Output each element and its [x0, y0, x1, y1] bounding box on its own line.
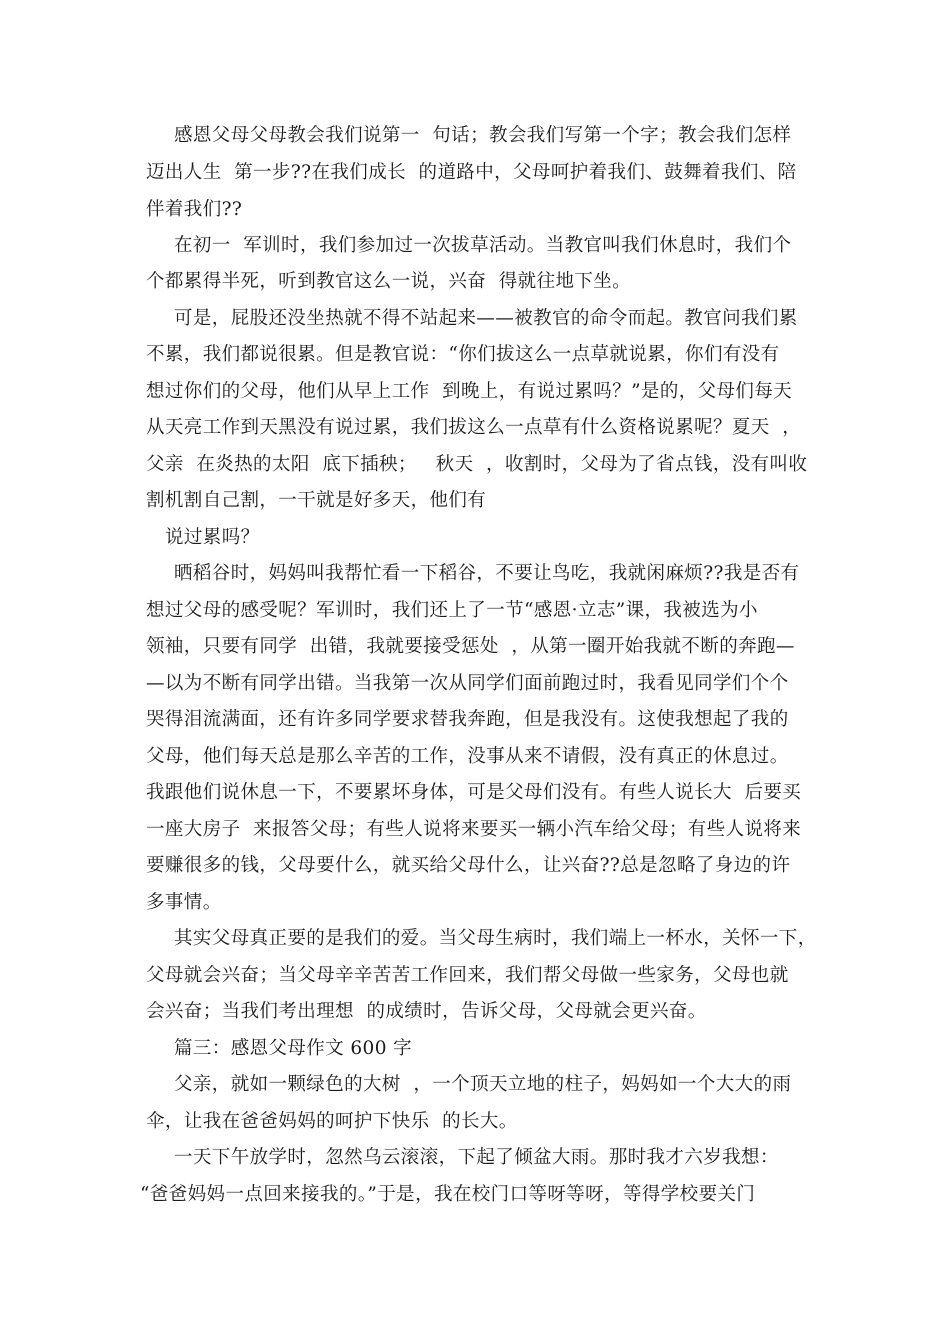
text-line: 晒稻谷时，妈妈叫我帮忙看一下稻谷，不要让鸟吃，我就闲麻烦??我是否有 — [174, 563, 800, 584]
text-line: 想过父母的感受呢？军训时，我们还上了一节“感恩·立志”课，我被选为小 — [146, 600, 758, 621]
text-line: 伞，让我在爸爸妈妈的呵护下快乐 的长大。 — [146, 1111, 518, 1132]
text-line: 父母，他们每天总是那么辛苦的工作，没事从来不请假，没有真正的休息过。 — [146, 746, 789, 767]
text-line: 领袖，只要有同学 出错，我就要接受惩处 ，从第一圈开始我就不断的奔跑— — [146, 636, 795, 657]
text-line: 想过你们的父母，他们从早上工作 到晚上，有说过累吗？”是的，父母们每天 — [146, 381, 793, 402]
text-line: 父亲 在炎热的太阳 底下插秧； 秋天 ，收割时，父母为了省点钱，没有叫收 — [146, 454, 808, 475]
text-line: 多事情。 — [146, 892, 222, 913]
text-line: 割机割自己割，一干就是好多天，他们有 — [146, 490, 487, 511]
text-line: 不累，我们都说很累。但是教官说：“你们拔这么一点草就说累，你们有没有 — [146, 344, 780, 365]
text-line: 会兴奋；当我们考出理想 的成绩时，告诉父母，父母就会更兴奋。 — [146, 1001, 707, 1022]
text-line: 哭得泪流满面，还有许多同学要求替我奔跑，但是我没有。这使我想起了我的 — [146, 709, 789, 730]
text-line: 其实父母真正要的是我们的爱。当父母生病时，我们端上一杯水，关怀一下， — [174, 928, 817, 949]
text-line: 感恩父母父母教会我们说第一 句话；教会我们写第一个字；教会我们怎样 — [174, 125, 792, 146]
text-line: 迈出人生 第一步??在我们成长 的道路中，父母呵护着我们、鼓舞着我们、陪 — [146, 162, 797, 183]
text-line: —以为不断有同学出错。当我第一次从同学们面前跑过时，我看见同学们个个 — [146, 673, 789, 694]
text-line: 父母就会兴奋；当父母辛辛苦苦工作回来，我们帮父母做一些家务，父母也就 — [146, 965, 789, 986]
text-line: 个都累得半死，听到教官这么一说，兴奋 得就往地下坐。 — [146, 271, 632, 292]
text-line: 可是，屁股还没坐热就不得不站起来——被教官的命令而起。教官问我们累 — [174, 308, 798, 329]
text-line: 我跟他们说休息一下，不要累坏身体，可是父母们没有。有些人说长大 后要买 — [146, 782, 802, 803]
text-line: 一座大房子 来报答父母；有些人说将来要买一辆小汽车给父母；有些人说将来 — [146, 819, 802, 840]
text-line: 父亲，就如一颗绿色的大树 ，一个顶天立地的柱子，妈妈如一个大大的雨 — [174, 1074, 792, 1095]
text-line: 说过累吗？ — [165, 527, 260, 548]
text-line: “爸爸妈妈一点回来接我的。”于是，我在校门口等呀等呀，等得学校要关门 — [140, 1184, 756, 1205]
text-line: 从天亮工作到天黑没有说过累，我们拔这么一点草有什么资格说累呢？夏天 ， — [146, 417, 802, 438]
section-heading: 篇三：感恩父母作文 600 字 — [174, 1038, 413, 1059]
text-line: 一天下午放学时，忽然乌云滚滚，下起了倾盆大雨。那时我才六岁我想： — [174, 1147, 779, 1168]
text-line: 在初一 军训时，我们参加过一次拔草活动。当教官叫我们休息时，我们个 — [174, 235, 792, 256]
text-line: 要赚很多的钱，父母要什么，就买给父母什么，让兴奋??总是忽略了身边的许 — [146, 855, 791, 876]
text-line: 伴着我们?? — [146, 199, 243, 220]
